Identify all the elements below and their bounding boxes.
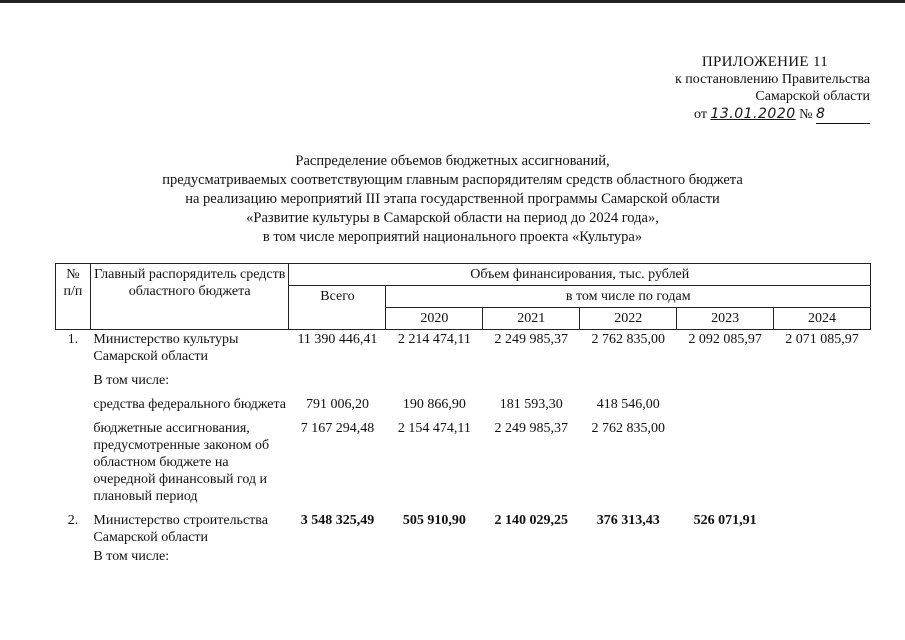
- header-year: 2021: [483, 308, 580, 330]
- row-year-value: [774, 414, 871, 506]
- appendix-line3: Самарской области: [755, 89, 870, 104]
- row-name: В том числе:: [93, 549, 170, 564]
- row-number: [56, 366, 91, 390]
- handwritten-date: 13.01.2020: [710, 106, 796, 122]
- row-year-value: 2 071 085,97: [785, 332, 859, 347]
- header-year: 2024: [774, 308, 871, 330]
- row-year-value: 526 071,91: [693, 513, 757, 528]
- row-year-value: 2 154 474,11: [397, 421, 471, 436]
- row-total: 7 167 294,48: [300, 421, 375, 436]
- row-year-value: [774, 547, 871, 566]
- row-number: 2.: [67, 513, 79, 528]
- top-border: [0, 0, 905, 3]
- row-year-value: [386, 366, 483, 390]
- heading-line-1: Распределение объемов бюджетных ассигнований,: [295, 153, 610, 169]
- row-year-value: [774, 390, 871, 414]
- row-name: Министерство культуры Самарской области: [93, 332, 239, 364]
- row-year-value: [386, 547, 483, 566]
- row-year-value: 2 140 029,25: [494, 513, 569, 528]
- row-year-value: 181 593,30: [499, 397, 563, 412]
- row-year-value: [677, 414, 774, 506]
- from-label: от: [694, 107, 707, 122]
- row-number: [56, 390, 91, 414]
- table-row: [56, 366, 871, 390]
- heading-line-4: «Развитие культуры в Самарской области на период до 2024 года»,: [246, 210, 659, 226]
- header-year: 2023: [677, 308, 774, 330]
- row-year-value: 2 249 985,37: [494, 421, 569, 436]
- header-volume: Объем финансирования, тыс. рублей: [289, 264, 871, 286]
- heading-line-5: в том числе мероприятий национального проекта «Культура»: [262, 229, 643, 245]
- header-num: № п/п: [56, 264, 91, 330]
- row-year-value: 505 910,90: [402, 513, 466, 528]
- row-year-value: 2 214 474,11: [397, 332, 471, 347]
- row-year-value: 418 546,00: [596, 397, 660, 412]
- number-label: №: [799, 107, 813, 122]
- row-year-value: 2 762 835,00: [591, 332, 665, 347]
- header-year: 2022: [580, 308, 677, 330]
- row-name: средства федерального бюджета: [93, 397, 286, 412]
- document-heading: [0, 152, 905, 247]
- appendix-line2: к постановлению Правительства: [674, 72, 870, 87]
- appendix-stamp: [610, 54, 870, 124]
- row-name: Министерство строительства Самарской области: [93, 513, 268, 545]
- table-row: [56, 547, 871, 566]
- table-row: [56, 414, 871, 506]
- row-year-value: 2 762 835,00: [591, 421, 665, 436]
- header-total: Всего: [289, 286, 386, 330]
- table-row: [56, 390, 871, 414]
- row-year-value: [677, 390, 774, 414]
- row-total: 11 390 446,41: [297, 332, 378, 347]
- table-row: [56, 330, 871, 367]
- row-year-value: 376 313,43: [596, 513, 660, 528]
- appendix-title: ПРИЛОЖЕНИЕ 11: [701, 54, 828, 70]
- header-manager: Главный распорядитель средств областного бюджета: [90, 264, 289, 330]
- row-total: [289, 366, 386, 390]
- row-year-value: [483, 366, 580, 390]
- row-year-value: 2 092 085,97: [688, 332, 762, 347]
- row-name: бюджетные ассигнования, предусмотренные законом об областном бюджете на очередной финансовый год и плановый период: [93, 421, 270, 504]
- appendix-date-line: [610, 106, 870, 124]
- row-name: В том числе:: [93, 373, 170, 388]
- header-year: 2020: [386, 308, 483, 330]
- row-year-value: [580, 547, 677, 566]
- row-number: [56, 547, 91, 566]
- row-total: 3 548 325,49: [300, 513, 375, 528]
- row-total: [289, 547, 386, 566]
- heading-line-2: предусматриваемых соответствующим главным распорядителям средств областного бюджета: [162, 172, 743, 188]
- row-number: 1.: [67, 332, 79, 347]
- budget-table: [55, 263, 871, 566]
- table-row: [56, 506, 871, 547]
- header-by-years: в том числе по годам: [386, 286, 871, 308]
- row-year-value: 2 249 985,37: [494, 332, 569, 347]
- row-year-value: [677, 547, 774, 566]
- heading-line-3: на реализацию мероприятий III этапа государственной программы Самарской области: [185, 191, 720, 207]
- row-year-value: 190 866,90: [402, 397, 466, 412]
- row-total: 791 006,20: [305, 397, 369, 412]
- row-year-value: [774, 506, 871, 547]
- row-number: [56, 414, 91, 506]
- row-year-value: [483, 547, 580, 566]
- row-year-value: [580, 366, 677, 390]
- row-year-value: [677, 366, 774, 390]
- row-year-value: [774, 366, 871, 390]
- handwritten-number: 8: [816, 106, 870, 124]
